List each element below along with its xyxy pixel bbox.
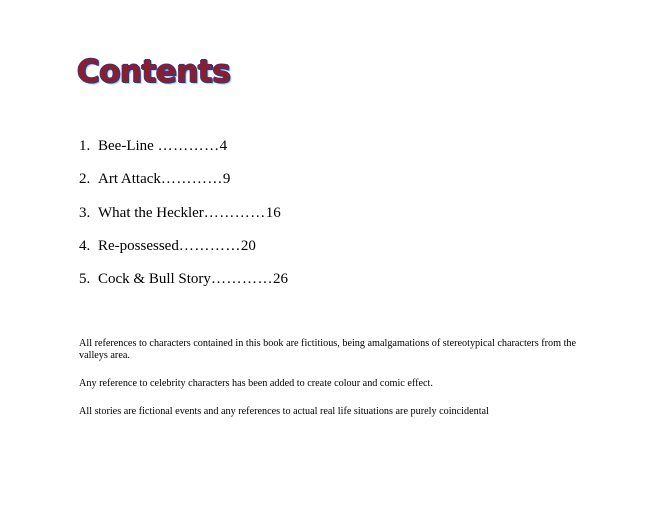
- page-title: Contents: [77, 54, 231, 90]
- toc-item-title: Re-possessed: [98, 238, 179, 254]
- toc-item-title: Art Attack: [98, 171, 161, 187]
- disclaimer-fictional-events: All stories are fictional events and any references to actual real life situations are purely coincidental: [79, 406, 489, 417]
- disclaimer-fictitious-characters: All references to characters contained in this book are fictitious, being amalgamations of stereotypical characters from the valleys area.: [79, 338, 577, 361]
- toc-item-leader: …………: [160, 171, 223, 187]
- toc-item-title: What the Heckler: [98, 205, 204, 221]
- toc-item-5: [79, 269, 288, 289]
- toc-item-3: [79, 203, 281, 223]
- toc-item-number: 2.: [79, 171, 91, 187]
- toc-item-leader: …………: [203, 205, 266, 221]
- toc-item-leader: …………: [157, 138, 220, 154]
- toc-item-leader: …………: [210, 271, 273, 287]
- toc-item-title: Cock & Bull Story: [98, 271, 211, 287]
- toc-item-4: [79, 236, 256, 256]
- toc-item-page: 9: [222, 171, 231, 187]
- toc-item-number: 1.: [79, 138, 91, 154]
- toc-item-leader: …………: [178, 238, 241, 254]
- toc-item-page: 16: [265, 205, 281, 221]
- toc-item-title: Bee-Line: [98, 138, 158, 154]
- toc-item-number: 4.: [79, 238, 91, 254]
- toc-item-1: [79, 136, 227, 156]
- toc-item-2: [79, 169, 230, 189]
- toc-item-page: 26: [272, 271, 288, 287]
- toc-item-page: 20: [240, 238, 256, 254]
- disclaimer-celebrity-characters: Any reference to celebrity characters has been added to create colour and comic effect.: [79, 378, 433, 389]
- toc-item-page: 4: [219, 138, 228, 154]
- toc-item-number: 3.: [79, 205, 91, 221]
- toc-item-number: 5.: [79, 271, 91, 287]
